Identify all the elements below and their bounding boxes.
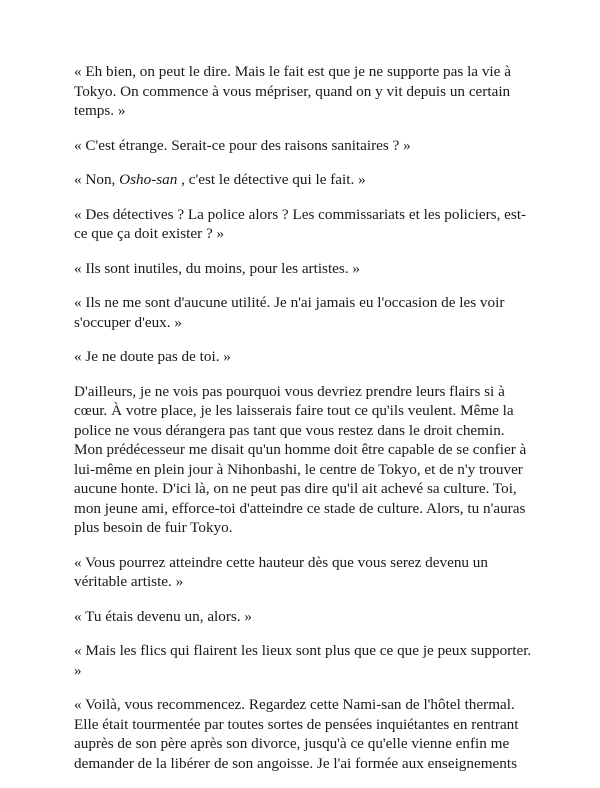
paragraph-5: « Ils sont inutiles, du moins, pour les artistes. »	[74, 259, 361, 277]
paragraph-2: « C'est étrange. Serait-ce pour des raisons sanitaires ? »	[74, 136, 411, 154]
paragraph-7: « Je ne doute pas de toi. »	[74, 348, 231, 365]
paragraph-11: « Mais les flics qui flairent les lieux sont plus que ce que je peux supporter. »	[74, 642, 532, 679]
paragraph-4: « Des détectives ? La police alors ? Les commissariats et les policiers, est-ce que ça doit exister ? »	[74, 205, 527, 242]
paragraph-10: « Tu étais devenu un, alors. »	[74, 607, 253, 625]
paragraph-3-start: « Non,	[74, 171, 120, 188]
document-page	[74, 62, 534, 788]
paragraph-3	[74, 170, 534, 190]
paragraph-3-end: , c'est le détective qui le fait. »	[177, 171, 366, 188]
paragraph-6: « Ils ne me sont d'aucune utilité. Je n'ai jamais eu l'occasion de les voir s'occuper d'eux. »	[74, 294, 505, 331]
paragraph-3-italic-name: Osho-san	[119, 171, 178, 188]
paragraph-8: D'ailleurs, je ne vois pas pourquoi vous devriez prendre leurs flairs si à cœur. À votre place, je les laisserais faire tout ce qu'ils veulent. Même la police ne vous dérangera pas tant que vous restez dans le droit chemin. Mon prédécesseur me disait qu'un homme doit être capable de se confier à lui-même en plein jour à Nihonbashi, le centre de Tokyo, et de n'y trouver aucune honte. D'ici là, on ne peut pas dire qu'il ait achevé sa culture. Toi, mon jeune ami, efforce-toi d'atteindre ce stade de culture. Alors, tu n'auras plus besoin de fuir Tokyo.	[74, 382, 527, 536]
paragraph-12: « Voilà, vous recommencez. Regardez cette Nami-san de l'hôtel thermal. Elle était tourmentée par toutes sortes de pensées inquiétantes en rentrant auprès de son père après son divorce, jusqu'à ce qu'elle vienne enfin me demander de la libérer de son angoisse. Je l'ai formée aux enseignements	[74, 696, 519, 772]
paragraph-1: « Eh bien, on peut le dire. Mais le fait est que je ne supporte pas la vie à Tokyo. On commence à vous mépriser, quand on y vit depuis un certain temps. »	[74, 63, 511, 119]
paragraph-9: « Vous pourrez atteindre cette hauteur dès que vous serez devenu un véritable artiste. »	[74, 553, 488, 590]
